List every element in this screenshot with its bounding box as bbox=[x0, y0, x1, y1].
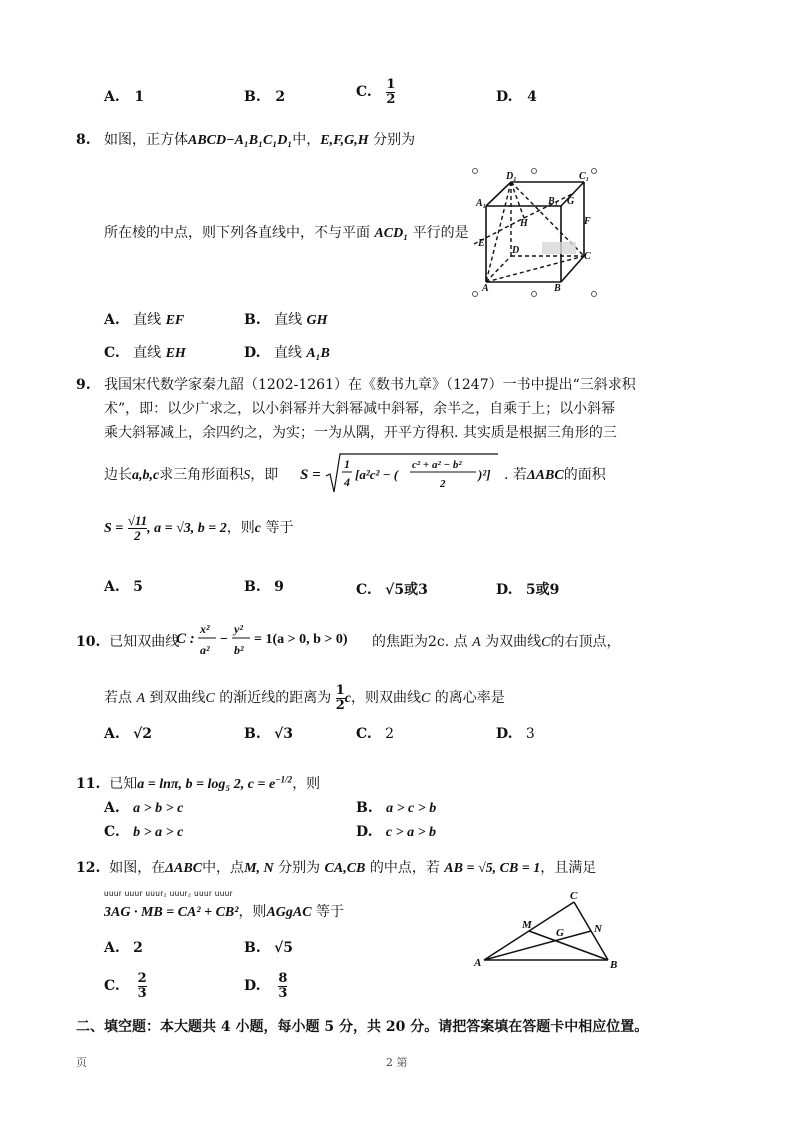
q9-stem-line5: S = $\frac{√11}{2}$ , a = √3, b = 2，则c 等于 bbox=[104, 513, 294, 543]
svg-text:4: 4 bbox=[344, 475, 350, 489]
q7-option-d: D. 4 bbox=[496, 89, 537, 105]
label-h: H bbox=[520, 218, 528, 229]
q8-stem-line2: 所在棱的中点，则下列各直线中，不与平面 ACD₁ 平行的是 bbox=[104, 225, 469, 241]
label-b: B bbox=[610, 959, 618, 971]
label-a: A bbox=[474, 957, 482, 969]
q8-option-c: C. 直线 EH bbox=[104, 345, 186, 361]
q12-option-d: D. $\frac{8}{3}$ bbox=[244, 971, 288, 1001]
q12-triangle-figure bbox=[470, 888, 626, 974]
q8-option-b: B. 直线 GH bbox=[244, 312, 328, 328]
section-heading: 二、填空题：本大题共 4 小题，每小题 5 分，共 20 分。请把答案填在答题卡中相应位置。 bbox=[76, 1019, 649, 1035]
q10-option-a: A. √2 bbox=[104, 726, 153, 742]
q9-stem-line1: 9. 我国宋代数学家秦九韶（1202-1261）在《数书九章》（1247）一书中提出“三斜求积 bbox=[76, 377, 636, 393]
svg-text:b²: b² bbox=[234, 643, 244, 657]
label-c1: C₁ bbox=[579, 171, 590, 182]
svg-text:C :: C : bbox=[176, 631, 195, 647]
svg-text:c² + a² − b²: c² + a² − b² bbox=[412, 459, 462, 471]
q8-option-d: D. 直线 A₁B bbox=[244, 345, 330, 361]
q11-option-a: A. a > b > c bbox=[104, 800, 184, 816]
label-d1: D₁ bbox=[506, 171, 517, 182]
svg-text:a²: a² bbox=[200, 643, 210, 657]
q12-stem-line2: 3AG · MB = CA² + CB²，则AGgAC 等于 bbox=[104, 904, 345, 920]
q7-option-c: C. $\frac{1}{2}$ bbox=[356, 77, 396, 107]
q9-option-d: D. 5或9 bbox=[496, 582, 560, 598]
q12-vector-marks: uuur uuur uuur₂ uuur₂ uuur uuur bbox=[104, 889, 233, 898]
label-f: F bbox=[584, 216, 591, 227]
label-a: A bbox=[482, 283, 489, 294]
label-c: C bbox=[570, 890, 578, 902]
q9-stem-line4-end: . 若ΔABC的面积 bbox=[504, 467, 606, 483]
q12-option-c: C. $\frac{2}{3}$ bbox=[104, 971, 147, 1001]
q11-option-d: D. c > a > b bbox=[356, 824, 437, 840]
svg-text:1: 1 bbox=[344, 457, 350, 471]
label-g: G bbox=[567, 196, 575, 207]
label-b: B bbox=[554, 283, 561, 294]
q12-option-b: B. √5 bbox=[244, 940, 294, 956]
q11-option-c: C. b > a > c bbox=[104, 824, 184, 840]
svg-text:[a²c² − (: [a²c² − ( bbox=[355, 467, 399, 482]
label-c: C bbox=[584, 251, 591, 262]
q7-option-b: B. 2 bbox=[244, 89, 286, 105]
svg-text:2: 2 bbox=[440, 478, 446, 490]
label-b1: B₁ bbox=[548, 196, 559, 207]
q8-cube-figure bbox=[466, 166, 606, 300]
q10-option-d: D. 3 bbox=[496, 726, 535, 742]
footer-left: 页 bbox=[76, 1056, 87, 1069]
svg-text:y²: y² bbox=[234, 622, 243, 636]
q9-option-b: B. 9 bbox=[244, 579, 284, 595]
q8-stem-line1: 8. 如图，正方体ABCD−A₁B₁C₁D₁中，E,F,G,H 分别为 bbox=[76, 132, 416, 148]
svg-text:)²]: )²] bbox=[478, 467, 491, 482]
svg-text:= 1(a > 0, b > 0): = 1(a > 0, b > 0) bbox=[254, 632, 348, 647]
label-m: M bbox=[522, 919, 532, 931]
q12-stem-line1: 12. 如图，在ΔABC中，点M, N 分别为 CA,CB 的中点，若 AB = √5, CB = 1，且满足 bbox=[76, 860, 597, 876]
svg-text:x²: x² bbox=[200, 622, 210, 636]
q11-stem: 11. 已知a = lnπ, b = log₅ 2, $c = e^{-1/2}$，则 bbox=[76, 774, 321, 792]
q10-equation bbox=[176, 618, 372, 666]
q12-option-a: A. 2 bbox=[104, 940, 143, 956]
q9-stem-line2: 术”，即：以少广求之，以小斜幂并大斜幂减中斜幂，余半之，自乘于上；以小斜幂 bbox=[104, 401, 616, 417]
q10-stem-line1-end: 的焦距为2c. 点 A 为双曲线C的右顶点， bbox=[372, 634, 621, 650]
q7-option-a: A. 1 bbox=[104, 89, 145, 105]
q8-option-a: A. 直线 EF bbox=[104, 312, 185, 328]
q9-stem-line3: 乘大斜幂减上，余四约之，为实；一为从隅，开平方得积. 其实质是根据三角形的三 bbox=[104, 425, 617, 441]
label-a1: A₁ bbox=[476, 198, 487, 209]
label-e: E bbox=[478, 238, 485, 249]
svg-text:S =: S = bbox=[300, 467, 321, 483]
svg-text:−: − bbox=[220, 632, 228, 647]
page-number: 2 第 bbox=[386, 1056, 408, 1069]
q9-option-c: C. √5或3 bbox=[356, 582, 428, 598]
label-n: N bbox=[594, 923, 602, 935]
q9-formula bbox=[300, 450, 500, 496]
q9-stem-line4: 边长a,b,c求三角形面积S，即 bbox=[104, 467, 279, 483]
label-d: D bbox=[512, 245, 520, 256]
q10-option-c: C. 2 bbox=[356, 726, 395, 742]
q9-option-a: A. 5 bbox=[104, 579, 143, 595]
q11-option-b: B. a > c > b bbox=[356, 800, 437, 816]
q10-stem-line1: 10. 已知双曲线 bbox=[76, 634, 180, 650]
label-g: G bbox=[556, 927, 564, 939]
q10-stem-line2: 若点 A 到双曲线C 的渐近线的距离为 $\frac{1}{2}$ c，则双曲线C 的离心率是 bbox=[104, 683, 505, 713]
q10-option-b: B. √3 bbox=[244, 726, 294, 742]
